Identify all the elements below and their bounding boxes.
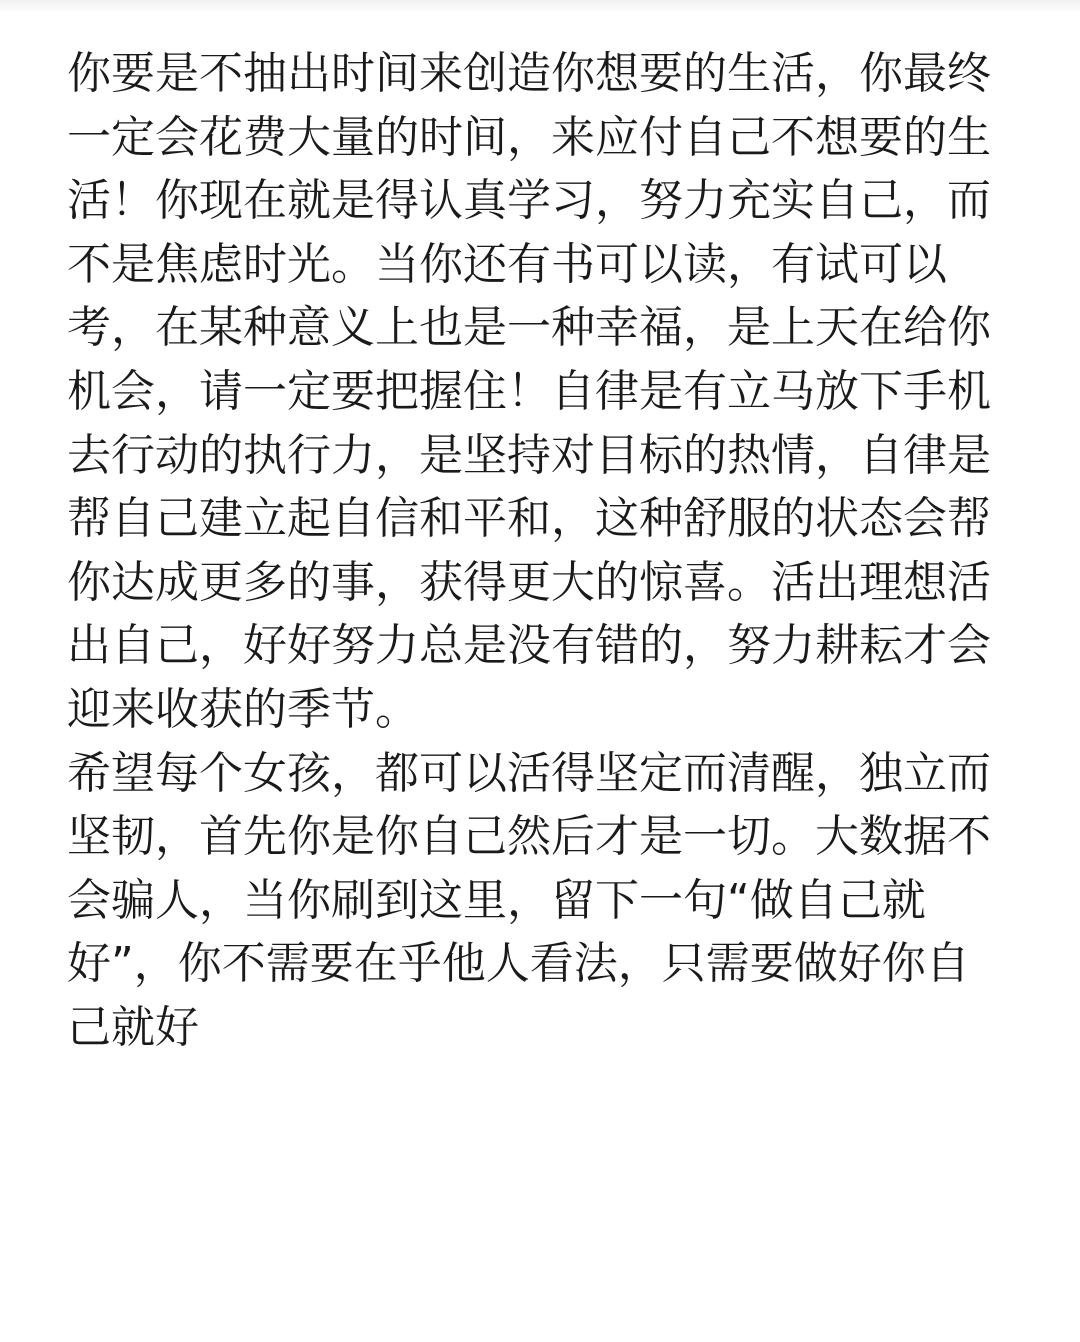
text-line: 你达成更多的事，获得更大的惊喜。活出理想活 xyxy=(67,556,991,608)
top-edge-shadow xyxy=(0,0,1080,14)
text-line: 坚韧，首先你是你自己然后才是一切。大数据不 xyxy=(67,811,991,863)
text-line: 帮自己建立起自信和平和，这种舒服的状态会帮 xyxy=(67,493,991,545)
text-line: 己就好 xyxy=(67,1001,199,1053)
text-line: 好”，你不需要在乎他人看法，只需要做好你自 xyxy=(67,938,970,990)
text-line: 出自己，好好努力总是没有错的，努力耕耘才会 xyxy=(67,620,991,672)
text-line: 活！你现在就是得认真学习，努力充实自己，而 xyxy=(67,175,991,227)
article-text xyxy=(67,42,1017,1060)
text-line: 会骗人，当你刷到这里，留下一句“做自己就 xyxy=(67,874,926,926)
text-line: 迎来收获的季节。 xyxy=(67,683,419,735)
text-line: 不是焦虑时光。当你还有书可以读，有试可以 xyxy=(67,238,947,290)
text-line: 一定会花费大量的时间，来应付自己不想要的生 xyxy=(67,111,991,163)
text-line: 去行动的执行力，是坚持对目标的热情，自律是 xyxy=(67,429,991,481)
text-line: 考，在某种意义上也是一种幸福，是上天在给你 xyxy=(67,302,991,354)
text-line: 希望每个女孩，都可以活得坚定而清醒，独立而 xyxy=(67,747,991,799)
text-line: 你要是不抽出时间来创造你想要的生活，你最终 xyxy=(67,48,991,99)
text-line: 机会，请一定要把握住！自律是有立马放下手机 xyxy=(67,365,991,417)
